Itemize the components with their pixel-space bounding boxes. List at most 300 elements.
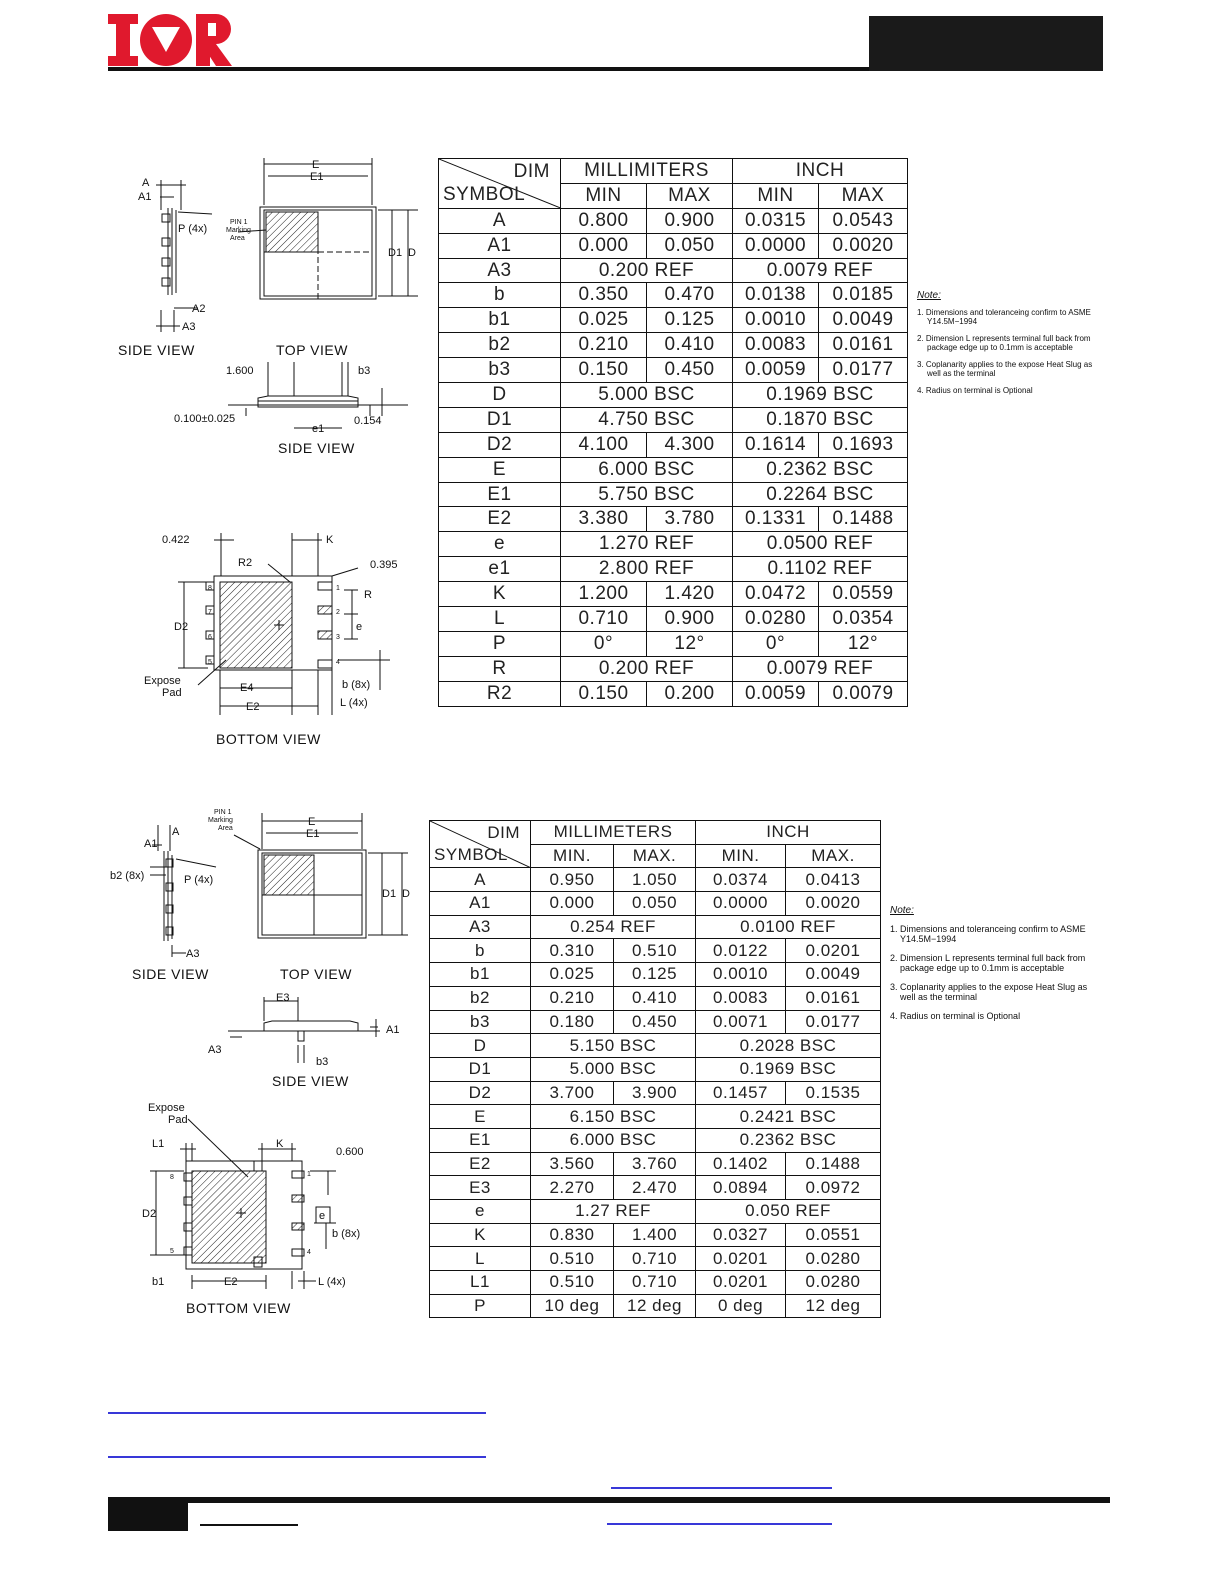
dim-e: e [356, 621, 363, 633]
value-cell: 0.0083 [696, 986, 786, 1010]
value-cell: 0.1488 [786, 1152, 881, 1176]
table-row [430, 1223, 881, 1247]
millimeters-heading: MILLIMETERS [531, 821, 696, 845]
value-cell: 0.0543 [819, 208, 908, 233]
symbol-cell: K [439, 582, 561, 607]
mm-span-cell: 2.800 REF [561, 557, 733, 582]
table-row [430, 1247, 881, 1271]
inch-span-cell: 0.2264 BSC [733, 482, 908, 507]
pin1-label-2: Marking [226, 227, 251, 234]
mm-span-cell: 6.000 BSC [531, 1128, 696, 1152]
value-cell: 0.0201 [696, 1247, 786, 1271]
table-row [439, 532, 908, 557]
footer-link-4[interactable] [607, 1523, 832, 1525]
expose-pad-label-2: Pad [162, 687, 182, 699]
dim-E: E [308, 816, 316, 828]
inch-span-cell: 0.1870 BSC [733, 407, 908, 432]
table-row [439, 283, 908, 308]
value-cell: 0 deg [696, 1294, 786, 1318]
side-view-2-label: SIDE VIEW [278, 440, 355, 456]
footer-link-3[interactable] [611, 1487, 832, 1489]
package-drawing-2 [100, 805, 430, 1325]
value-cell: 0.0472 [733, 582, 819, 607]
pin-label-1: 1 [336, 585, 340, 592]
pin-label-8: 8 [208, 585, 212, 592]
value-cell: 0° [733, 631, 819, 656]
table-row [430, 1152, 881, 1176]
symbol-cell: A1 [439, 233, 561, 258]
note-item: 2. Dimension L represents terminal full back from package edge up to 0.1mm is acceptable [890, 953, 1086, 973]
value-cell: 0.510 [531, 1247, 614, 1271]
dim-L1: L1 [152, 1138, 165, 1150]
value-cell: 0.0413 [786, 868, 881, 892]
mm-span-cell: 4.750 BSC [561, 407, 733, 432]
value-cell: 0.0354 [819, 607, 908, 632]
value-cell: 0.0071 [696, 1010, 786, 1034]
pin-label-5: 5 [208, 659, 212, 666]
value-cell: 0.180 [531, 1010, 614, 1034]
value-cell: 3.560 [531, 1152, 614, 1176]
symbol-cell: D1 [430, 1057, 531, 1081]
dim-K: K [326, 534, 334, 546]
dim-D1: D1 [388, 247, 403, 259]
value-cell: 12 deg [614, 1294, 696, 1318]
dim-b8x: b (8x) [332, 1228, 361, 1240]
symbol-cell: b3 [430, 1010, 531, 1034]
value-cell: 0.0049 [786, 963, 881, 987]
value-cell: 0.050 [614, 892, 696, 916]
dim-e: e [319, 1210, 326, 1222]
value-cell: 0.0049 [819, 308, 908, 333]
dim-D1: D1 [382, 888, 397, 900]
symbol-cell: R2 [439, 681, 561, 706]
symbol-cell: A [439, 208, 561, 233]
value-cell: 0.0010 [696, 963, 786, 987]
value-cell: 2.270 [531, 1176, 614, 1200]
header-part-number-block [869, 16, 1103, 71]
symbol-cell: K [430, 1223, 531, 1247]
value-cell: 0.0079 [819, 681, 908, 706]
col-min-mm: MIN. [531, 844, 614, 868]
dim-K: K [276, 1138, 284, 1150]
notes-2 [890, 906, 1105, 1030]
pin1-label-2: Marking [208, 817, 233, 824]
value-cell: 0.710 [561, 607, 647, 632]
pin-label-3: 3 [336, 634, 340, 641]
header-rule [108, 67, 870, 71]
pin-label-4: 4 [307, 1249, 311, 1256]
value-cell: 0.310 [531, 939, 614, 963]
mm-span-cell: 6.150 BSC [531, 1105, 696, 1129]
note-item: 3. Coplanarity applies to the expose Heat Slug as well as the terminal [890, 982, 1088, 1002]
inch-span-cell: 0.0500 REF [733, 532, 908, 557]
symbol-cell: A3 [430, 915, 531, 939]
symbol-cell: R [439, 656, 561, 681]
dim-0154: 0.154 [354, 415, 382, 427]
bottom-view-label: BOTTOM VIEW [216, 731, 321, 747]
symbol-cell: E2 [430, 1152, 531, 1176]
value-cell: 0.0280 [786, 1247, 881, 1271]
pin1-label-3: Area [218, 825, 233, 832]
ior-logo [108, 14, 232, 66]
value-cell: 0.0280 [786, 1271, 881, 1295]
pin1-label-3: Area [230, 235, 245, 242]
dim-A3: A3 [182, 321, 196, 333]
value-cell: 0.900 [647, 208, 733, 233]
pin-label-5: 5 [170, 1248, 174, 1255]
pin-label-2: 2 [336, 609, 340, 616]
pin-label-1: 1 [307, 1171, 311, 1178]
pin1-label-1: PIN 1 [230, 219, 248, 226]
value-cell: 0.0000 [733, 233, 819, 258]
bottom-view-label: BOTTOM VIEW [186, 1300, 291, 1316]
value-cell: 0.0161 [819, 333, 908, 358]
dim-R2: R2 [238, 557, 253, 569]
symbol-cell: E2 [439, 507, 561, 532]
dim-1600: 1.600 [226, 365, 254, 377]
pin-label-6: 6 [208, 634, 212, 641]
value-cell: 0.0010 [733, 308, 819, 333]
symbol-cell: D [430, 1034, 531, 1058]
inch-span-cell: 0.2362 BSC [696, 1128, 881, 1152]
table-corner-cell [439, 159, 561, 209]
note-item: 2. Dimension L represents terminal full back from package edge up to 0.1mm is acceptable [917, 334, 1091, 352]
dimension-table-2 [429, 820, 881, 1318]
value-cell: 0.1693 [819, 432, 908, 457]
symbol-cell: b2 [439, 333, 561, 358]
col-max-in: MAX [819, 183, 908, 208]
value-cell: 0.0201 [786, 939, 881, 963]
symbol-cell: E3 [430, 1176, 531, 1200]
table-row [439, 557, 908, 582]
table-row [439, 333, 908, 358]
expose-pad-label-2: Pad [168, 1114, 188, 1126]
value-cell: 0.125 [647, 308, 733, 333]
table-row [439, 258, 908, 283]
dim-A1: A1 [138, 191, 152, 203]
value-cell: 0.710 [614, 1247, 696, 1271]
mm-span-cell: 5.150 BSC [531, 1034, 696, 1058]
dim-heading: DIM [513, 161, 550, 182]
table-row [439, 457, 908, 482]
symbol-cell: b [430, 939, 531, 963]
value-cell: 3.760 [614, 1152, 696, 1176]
value-cell: 0.150 [561, 358, 647, 383]
symbol-cell: A [430, 868, 531, 892]
expose-pad-label-1: Expose [148, 1102, 185, 1114]
value-cell: 0.125 [614, 963, 696, 987]
symbol-cell: E1 [430, 1128, 531, 1152]
value-cell: 0.0020 [819, 233, 908, 258]
table-row [439, 383, 908, 408]
pin-label-7: 7 [208, 609, 212, 616]
table-row [439, 482, 908, 507]
mm-span-cell: 5.000 BSC [561, 383, 733, 408]
dim-E1: E1 [306, 828, 320, 840]
inch-span-cell: 0.2421 BSC [696, 1105, 881, 1129]
symbol-cell: E [430, 1105, 531, 1129]
pin1-label-1: PIN 1 [214, 809, 232, 816]
inch-span-cell: 0.1969 BSC [733, 383, 908, 408]
table-row [430, 892, 881, 916]
millimeters-heading: MILLIMITERS [561, 159, 733, 184]
dim-b1: b1 [152, 1276, 165, 1288]
value-cell: 0.0327 [696, 1223, 786, 1247]
table-row [439, 656, 908, 681]
value-cell: 0° [561, 631, 647, 656]
value-cell: 1.400 [614, 1223, 696, 1247]
table-row [439, 208, 908, 233]
symbol-heading: SYMBOL [443, 183, 526, 205]
value-cell: 0.510 [614, 939, 696, 963]
value-cell: 0.0972 [786, 1176, 881, 1200]
value-cell: 0.0138 [733, 283, 819, 308]
value-cell: 1.050 [614, 868, 696, 892]
table-row [430, 963, 881, 987]
mm-span-cell: 1.27 REF [531, 1200, 696, 1224]
dim-A2: A2 [192, 303, 206, 315]
value-cell: 0.410 [614, 986, 696, 1010]
value-cell: 0.0000 [696, 892, 786, 916]
symbol-cell: b1 [439, 308, 561, 333]
table-row [430, 939, 881, 963]
dim-A: A [172, 826, 180, 838]
value-cell: 0.0083 [733, 333, 819, 358]
mm-span-cell: 5.000 BSC [531, 1057, 696, 1081]
value-cell: 0.350 [561, 283, 647, 308]
value-cell: 0.830 [531, 1223, 614, 1247]
inch-span-cell: 0.0100 REF [696, 915, 881, 939]
dim-E: E [312, 159, 320, 171]
dim-A1: A1 [144, 838, 158, 850]
note-item: 1. Dimensions and toleranceing confirm to ASME Y14.5M−1994 [917, 308, 1091, 326]
table-row [430, 1010, 881, 1034]
footer-link-1[interactable] [108, 1412, 486, 1414]
value-cell: 10 deg [531, 1294, 614, 1318]
dim-0395: 0.395 [370, 559, 398, 571]
dim-D: D [402, 888, 410, 900]
table-row [439, 233, 908, 258]
mm-span-cell: 0.200 REF [561, 656, 733, 681]
value-cell: 0.450 [614, 1010, 696, 1034]
value-cell: 3.700 [531, 1081, 614, 1105]
mm-span-cell: 5.750 BSC [561, 482, 733, 507]
value-cell: 0.0122 [696, 939, 786, 963]
dim-b8x: b (8x) [342, 679, 371, 691]
value-cell: 0.470 [647, 283, 733, 308]
dim-L4x: L (4x) [318, 1276, 346, 1288]
notes-title: Note: [890, 905, 914, 916]
table-row [439, 681, 908, 706]
dim-E2: E2 [224, 1276, 238, 1288]
value-cell: 0.900 [647, 607, 733, 632]
table-row [430, 1176, 881, 1200]
table-row [439, 507, 908, 532]
dim-D2: D2 [142, 1208, 157, 1220]
value-cell: 0.0059 [733, 358, 819, 383]
value-cell: 1.420 [647, 582, 733, 607]
inch-span-cell: 0.1969 BSC [696, 1057, 881, 1081]
inch-span-cell: 0.1102 REF [733, 557, 908, 582]
value-cell: 0.1488 [819, 507, 908, 532]
value-cell: 0.000 [531, 892, 614, 916]
dim-A1-side: A1 [386, 1024, 400, 1036]
symbol-cell: D1 [439, 407, 561, 432]
dimension-table-1 [438, 158, 908, 707]
inch-span-cell: 0.2362 BSC [733, 457, 908, 482]
value-cell: 2.470 [614, 1176, 696, 1200]
dim-0100: 0.100±0.025 [174, 413, 236, 425]
dim-D: D [408, 247, 416, 259]
table-row [439, 358, 908, 383]
symbol-cell: A3 [439, 258, 561, 283]
symbol-cell: b2 [430, 986, 531, 1010]
dim-b2: b2 (8x) [110, 870, 145, 882]
table-row [430, 868, 881, 892]
notes-title: Note: [917, 290, 941, 301]
value-cell: 0.450 [647, 358, 733, 383]
inch-span-cell: 0.0079 REF [733, 258, 908, 283]
note-item: 4. Radius on terminal is Optional [917, 386, 1033, 395]
value-cell: 1.200 [561, 582, 647, 607]
table-row [430, 1294, 881, 1318]
inch-heading: INCH [696, 821, 881, 845]
symbol-cell: L1 [430, 1271, 531, 1295]
value-cell: 12° [647, 631, 733, 656]
table-row [430, 1081, 881, 1105]
value-cell: 0.200 [647, 681, 733, 706]
value-cell: 0.410 [647, 333, 733, 358]
pin-label-4: 4 [336, 659, 340, 666]
footer-page-block [108, 1497, 188, 1531]
pin-label-8: 8 [170, 1174, 174, 1181]
value-cell: 0.025 [561, 308, 647, 333]
value-cell: 0.1457 [696, 1081, 786, 1105]
value-cell: 0.150 [561, 681, 647, 706]
value-cell: 0.1614 [733, 432, 819, 457]
inch-span-cell: 0.0079 REF [733, 656, 908, 681]
note-item: 4. Radius on terminal is Optional [890, 1011, 1021, 1021]
col-min-in: MIN. [696, 844, 786, 868]
dim-0600: 0.600 [336, 1146, 364, 1158]
symbol-cell: e1 [439, 557, 561, 582]
table-row [430, 1128, 881, 1152]
dim-R: R [364, 589, 372, 601]
table-row [439, 582, 908, 607]
mm-span-cell: 0.200 REF [561, 258, 733, 283]
dim-E1: E1 [310, 171, 324, 183]
footer-link-2[interactable] [108, 1456, 486, 1458]
table-row [430, 986, 881, 1010]
value-cell: 0.210 [561, 333, 647, 358]
dim-b3: b3 [358, 365, 371, 377]
col-min-mm: MIN [561, 183, 647, 208]
value-cell: 0.050 [647, 233, 733, 258]
symbol-cell: L [430, 1247, 531, 1271]
value-cell: 3.780 [647, 507, 733, 532]
table-row [439, 407, 908, 432]
symbol-cell: e [439, 532, 561, 557]
symbol-cell: b1 [430, 963, 531, 987]
value-cell: 12 deg [786, 1294, 881, 1318]
col-max-mm: MAX. [614, 844, 696, 868]
notes-1 [917, 291, 1107, 403]
value-cell: 0.0201 [696, 1271, 786, 1295]
footer-underline [200, 1524, 298, 1526]
value-cell: 0.0177 [819, 358, 908, 383]
note-item: 3. Coplanarity applies to the expose Heat Slug as well as the terminal [917, 360, 1093, 378]
symbol-cell: E1 [439, 482, 561, 507]
side-view-2-label: SIDE VIEW [272, 1073, 349, 1089]
symbol-cell: e [430, 1200, 531, 1224]
value-cell: 0.0551 [786, 1223, 881, 1247]
value-cell: 3.380 [561, 507, 647, 532]
symbol-cell: b [439, 283, 561, 308]
value-cell: 0.025 [531, 963, 614, 987]
dim-P: P (4x) [178, 223, 208, 235]
table-row [439, 308, 908, 333]
value-cell: 0.510 [531, 1271, 614, 1295]
value-cell: 0.1535 [786, 1081, 881, 1105]
dim-A: A [142, 177, 150, 189]
dim-0422: 0.422 [162, 534, 190, 546]
symbol-cell: b3 [439, 358, 561, 383]
value-cell: 4.100 [561, 432, 647, 457]
col-min-in: MIN [733, 183, 819, 208]
value-cell: 0.210 [531, 986, 614, 1010]
dim-E4: E4 [240, 682, 254, 694]
value-cell: 0.1331 [733, 507, 819, 532]
inch-span-cell: 0.2028 BSC [696, 1034, 881, 1058]
symbol-heading: SYMBOL [434, 845, 508, 865]
table-row [430, 1034, 881, 1058]
value-cell: 3.900 [614, 1081, 696, 1105]
value-cell: 0.0161 [786, 986, 881, 1010]
dim-heading: DIM [487, 823, 520, 842]
value-cell: 0.0894 [696, 1176, 786, 1200]
value-cell: 0.0177 [786, 1010, 881, 1034]
value-cell: 12° [819, 631, 908, 656]
dim-L4x: L (4x) [340, 697, 368, 709]
inch-span-cell: 0.050 REF [696, 1200, 881, 1224]
note-item: 1. Dimensions and toleranceing confirm to ASME Y14.5M−1994 [890, 924, 1086, 944]
value-cell: 4.300 [647, 432, 733, 457]
value-cell: 0.0374 [696, 868, 786, 892]
table-row [430, 1105, 881, 1129]
package-drawing-1 [108, 150, 438, 750]
symbol-cell: P [439, 631, 561, 656]
inch-heading: INCH [733, 159, 908, 184]
value-cell: 0.0559 [819, 582, 908, 607]
table-row [439, 607, 908, 632]
value-cell: 0.0185 [819, 283, 908, 308]
table-corner-cell [430, 821, 531, 868]
dim-A3-side: A3 [208, 1044, 222, 1056]
symbol-cell: P [430, 1294, 531, 1318]
footer-rule [108, 1497, 1110, 1503]
dim-e1: e1 [312, 423, 325, 435]
table-row [430, 1200, 881, 1224]
top-view-label: TOP VIEW [280, 966, 352, 982]
dim-b3: b3 [316, 1056, 329, 1068]
value-cell: 0.950 [531, 868, 614, 892]
dim-A3: A3 [186, 948, 200, 960]
table-row [439, 432, 908, 457]
value-cell: 0.0315 [733, 208, 819, 233]
side-view-label: SIDE VIEW [118, 342, 195, 358]
expose-pad-label-1: Expose [144, 675, 181, 687]
mm-span-cell: 1.270 REF [561, 532, 733, 557]
